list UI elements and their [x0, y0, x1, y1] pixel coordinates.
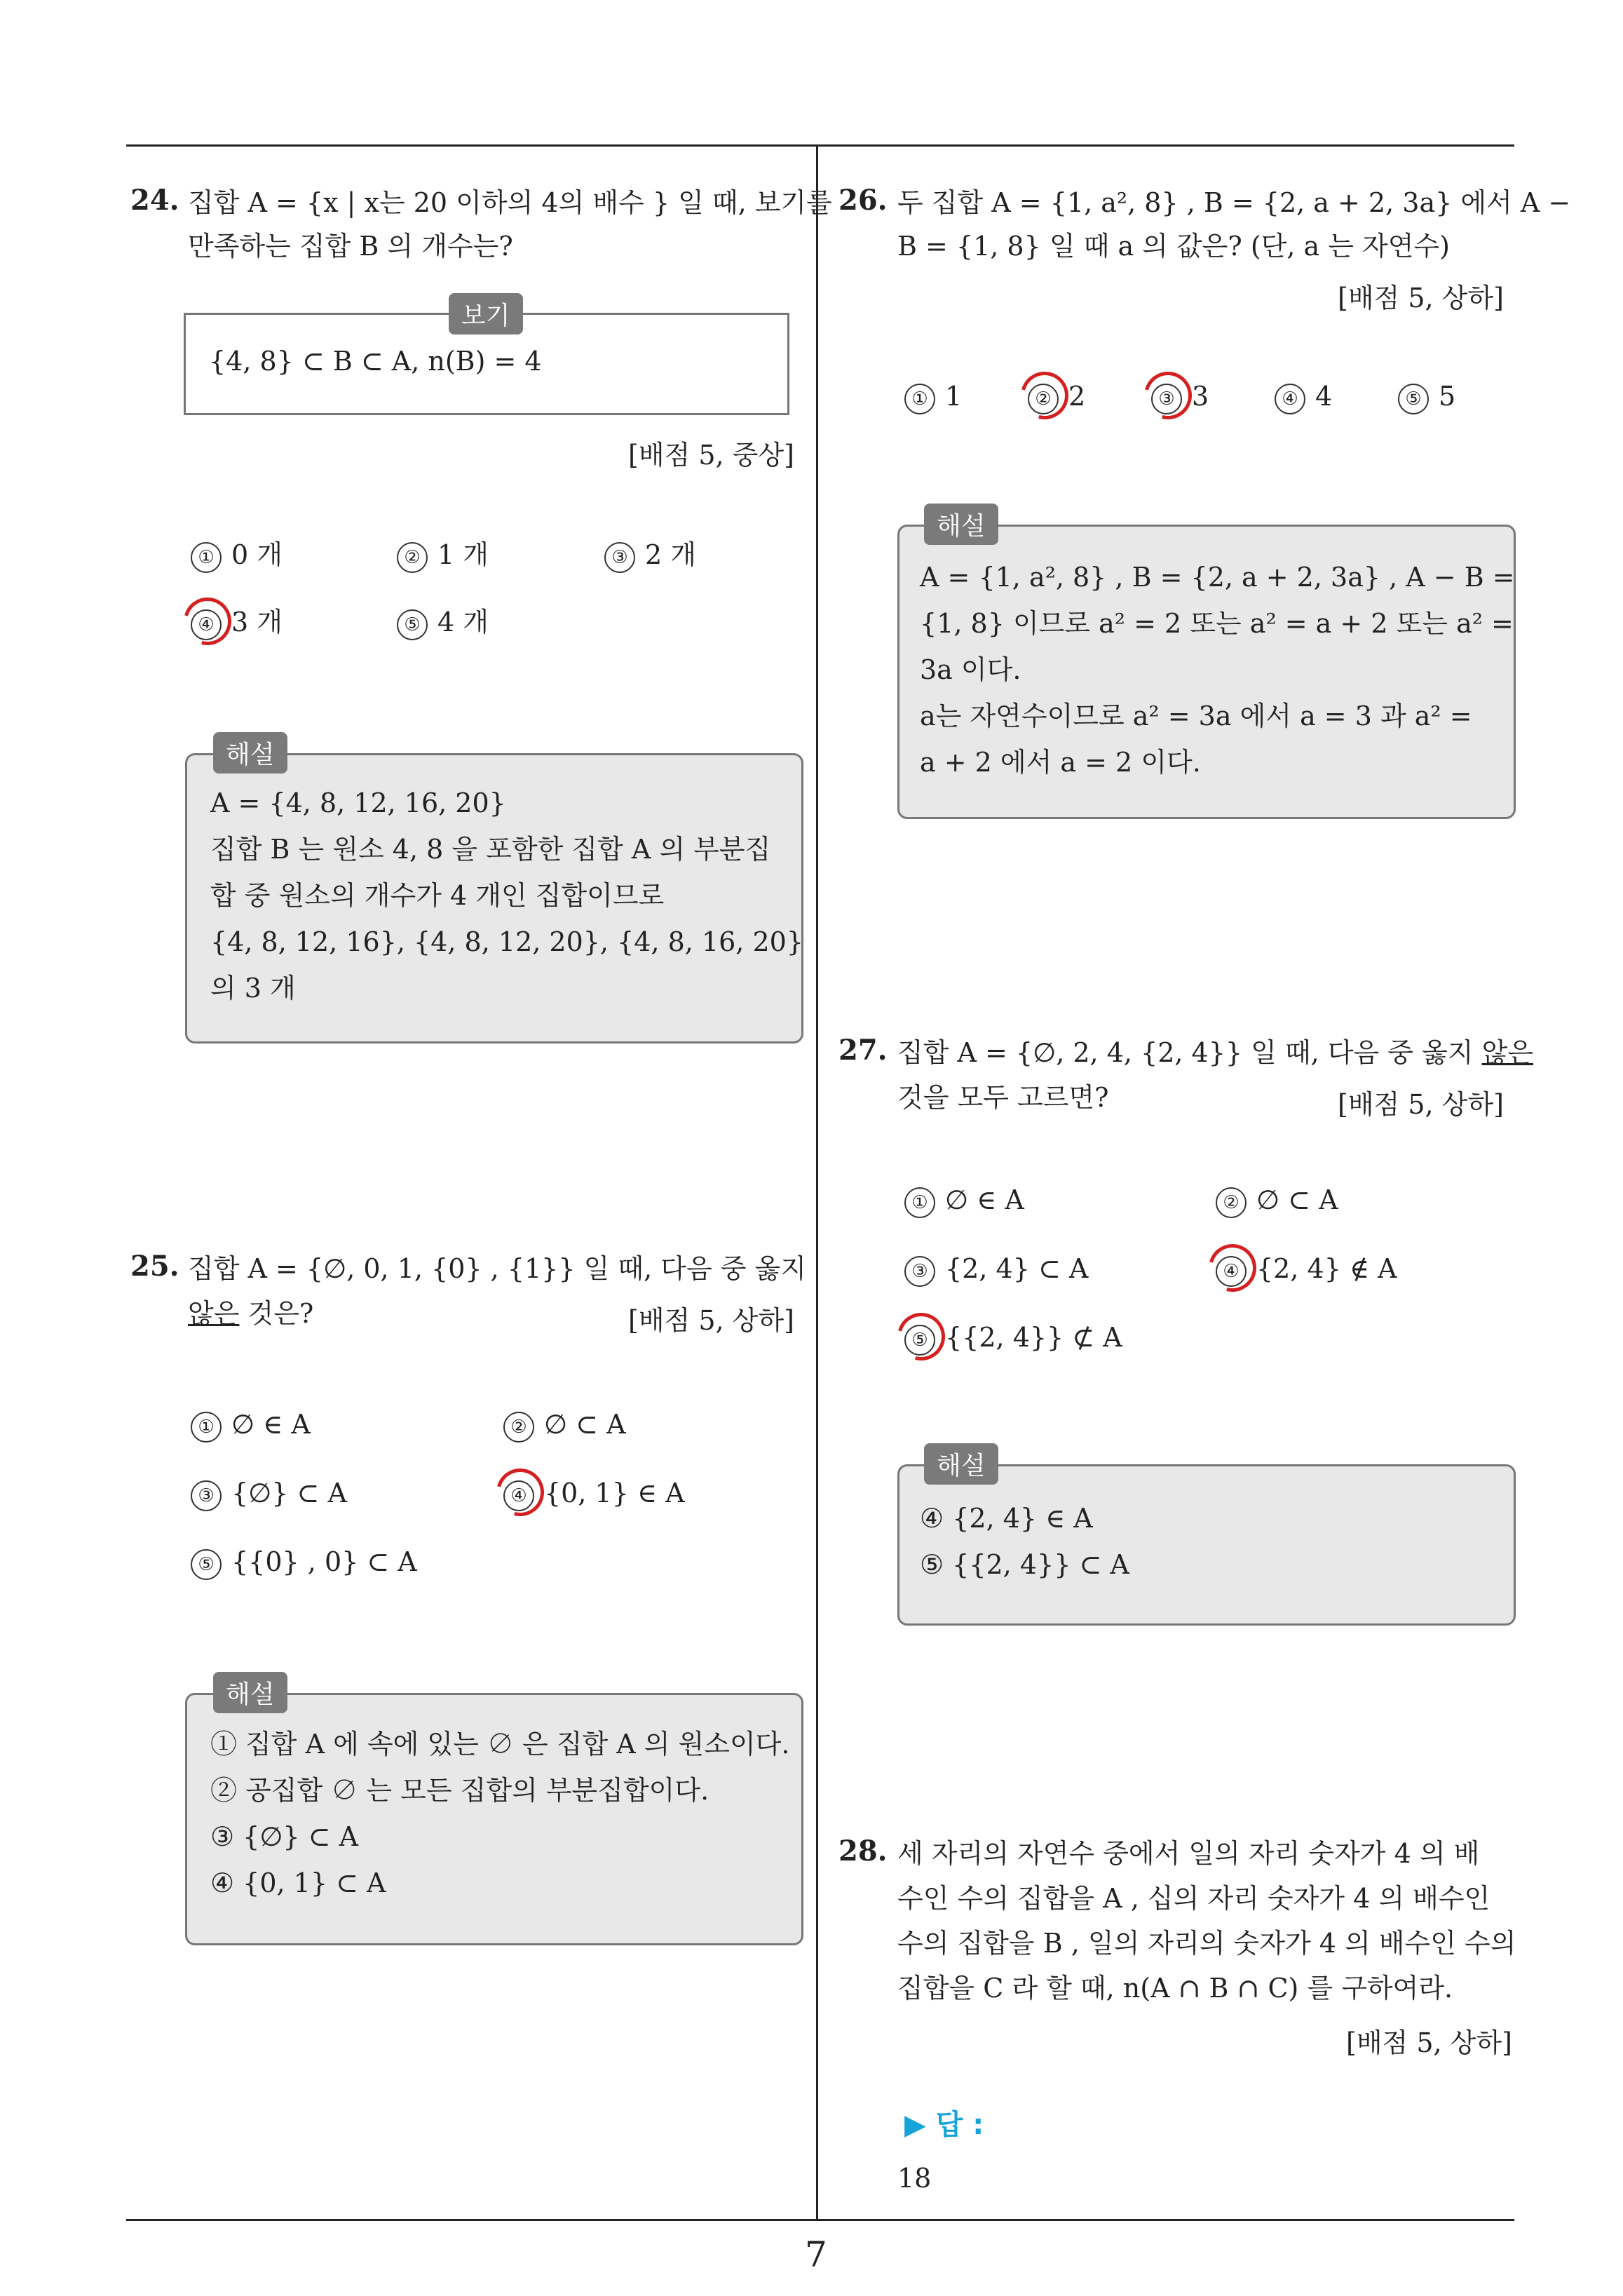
- answer-mark-circle: [889, 1304, 954, 1370]
- q24-number: 24.: [130, 184, 179, 217]
- q24-line-2: 만족하는 집합 B 의 개수는?: [188, 231, 513, 262]
- choice-mark: ③: [191, 1480, 222, 1511]
- q28-line-4: 집합을 C 라 할 때, n(A ∩ B ∩ C) 를 구하여라.: [897, 1973, 1453, 2004]
- choice-mark: ③: [604, 542, 635, 573]
- choice-mark: ⑤: [904, 1325, 935, 1356]
- choice-mark: ④: [191, 609, 222, 640]
- q24-choice-3[interactable]: [604, 537, 696, 573]
- q26-explain-3: 3a 이다.: [920, 654, 1021, 685]
- q24-explain-5: 의 3 개: [210, 973, 296, 1004]
- choice-text: 2 개: [645, 539, 696, 570]
- q26-score: [배점 5, 상하]: [1338, 283, 1504, 313]
- answer-mark-circle: [175, 589, 240, 654]
- choice-mark: ⑤: [1398, 384, 1429, 414]
- q25-underlined-word: 않은: [188, 1298, 240, 1329]
- q28-line-3: 수의 집합을 B , 일의 자리의 숫자가 4 의 배수인 수의: [897, 1928, 1516, 1959]
- choice-mark: ③: [1151, 384, 1182, 414]
- q24-explain-1: A = {4, 8, 12, 16, 20}: [210, 788, 506, 818]
- choice-mark: ⑤: [191, 1549, 222, 1580]
- q24-explain-tag: 해설: [213, 732, 287, 774]
- q25-choice-2[interactable]: [503, 1407, 626, 1443]
- choice-mark: ①: [904, 1187, 935, 1218]
- q25-choice-5[interactable]: [191, 1544, 417, 1580]
- q25-choice-3[interactable]: [191, 1475, 347, 1511]
- q27-underlined-word: 않은: [1481, 1037, 1534, 1068]
- choice-text: 4: [1315, 381, 1333, 412]
- choice-mark: ②: [1216, 1187, 1247, 1218]
- choice-text: {2, 4} ∉ A: [1256, 1253, 1397, 1284]
- column-divider: [816, 144, 818, 2220]
- top-rule: [126, 144, 1514, 147]
- q26-number: 26.: [838, 184, 888, 217]
- choice-text: 1: [945, 381, 963, 412]
- q28-number: 28.: [838, 1835, 888, 1868]
- choice-text: 0 개: [231, 539, 283, 570]
- q27-line-1: [897, 1029, 1533, 1076]
- q26-explain-1: A = {1, a², 8} , B = {2, a + 2, 3a} , A − B =: [920, 562, 1515, 593]
- q26-choice-1[interactable]: [904, 379, 962, 414]
- choice-text: {∅} ⊂ A: [231, 1478, 347, 1508]
- q24-example-tag: 보기: [449, 293, 523, 335]
- q26-line-2: B = {1, 8} 일 때 a 의 값은? (단, a 는 자연수): [897, 231, 1450, 262]
- answer-mark-circle: [1136, 363, 1201, 428]
- choice-mark: ②: [1028, 384, 1059, 414]
- choice-mark: ②: [397, 542, 428, 573]
- q28-line-2: 수인 수의 집합을 A , 십의 자리 숫자가 4 의 배수인: [897, 1883, 1490, 1914]
- q25-score: [배점 5, 상하]: [628, 1305, 794, 1336]
- q27-choice-1[interactable]: [904, 1182, 1024, 1218]
- q27-choice-2[interactable]: [1216, 1182, 1338, 1218]
- q25-line-2-rest: 것은?: [239, 1298, 314, 1329]
- q26-choice-5[interactable]: [1398, 379, 1455, 414]
- choice-mark: ②: [503, 1412, 534, 1443]
- q25-explain-1: ① 집합 A 에 속에 있는 ∅ 은 집합 A 의 원소이다.: [210, 1729, 790, 1760]
- choice-mark: ①: [191, 542, 222, 573]
- bottom-rule: [126, 2219, 1514, 2221]
- q27-explain-1: ④ {2, 4} ∈ A: [920, 1503, 1093, 1534]
- choice-mark: ④: [503, 1480, 534, 1511]
- q24-example-text: {4, 8} ⊂ B ⊂ A, n(B) = 4: [209, 346, 542, 377]
- choice-text: {{2, 4}} ⊄ A: [945, 1322, 1122, 1353]
- q27-score: [배점 5, 상하]: [1338, 1089, 1504, 1120]
- choice-mark: ④: [1275, 384, 1305, 414]
- choice-text: ∅ ⊂ A: [1256, 1184, 1338, 1215]
- answer-mark-circle: [1200, 1236, 1265, 1301]
- q27-choice-3[interactable]: [904, 1251, 1088, 1287]
- choice-text: ∅ ∈ A: [945, 1184, 1024, 1215]
- choice-text: {0, 1} ∈ A: [544, 1478, 685, 1508]
- choice-text: {2, 4} ⊂ A: [945, 1253, 1089, 1284]
- q27-number: 27.: [838, 1034, 888, 1067]
- choice-text: {{0} , 0} ⊂ A: [231, 1546, 417, 1577]
- q24-explain-4: {4, 8, 12, 16}, {4, 8, 12, 20}, {4, 8, 16, 20}: [210, 926, 803, 957]
- choice-mark: ⑤: [397, 609, 428, 640]
- q24-choice-2[interactable]: [397, 537, 489, 573]
- q26-explain-4: a는 자연수이므로 a² = 3a 에서 a = 3 과 a² =: [920, 701, 1472, 731]
- q24-explain-2: 집합 B 는 원소 4, 8 을 포함한 집합 A 의 부분집: [210, 834, 771, 865]
- q26-choice-4[interactable]: [1275, 379, 1332, 414]
- choice-text: 3: [1192, 381, 1209, 412]
- q25-explain-3: ③ {∅} ⊂ A: [210, 1821, 359, 1852]
- q25-line-2: [188, 1290, 313, 1337]
- q27-explain-tag: 해설: [924, 1443, 998, 1485]
- q28-score: [배점 5, 상하]: [1346, 2027, 1512, 2058]
- q24-choice-5[interactable]: [397, 605, 489, 640]
- q25-choice-1[interactable]: [191, 1407, 311, 1443]
- page-number: 7: [805, 2234, 827, 2275]
- answer-mark-circle: [1012, 363, 1078, 428]
- q24-explain-3: 합 중 원소의 개수가 4 개인 집합이므로: [210, 880, 665, 911]
- q25-number: 25.: [130, 1250, 179, 1283]
- answer-mark-circle: [488, 1460, 553, 1525]
- choice-text: 2: [1068, 381, 1086, 412]
- choice-text: 5: [1439, 381, 1456, 412]
- choice-mark: ①: [191, 1412, 222, 1443]
- q26-line-1: 두 집합 A = {1, a², 8} , B = {2, a + 2, 3a} 에서 A −: [897, 187, 1571, 218]
- q26-explain-2: {1, 8} 이므로 a² = 2 또는 a² = a + 2 또는 a² =: [920, 608, 1514, 639]
- q25-explain-2: ② 공집합 ∅ 는 모든 집합의 부분집합이다.: [210, 1775, 709, 1806]
- q25-explain-tag: 해설: [213, 1672, 287, 1713]
- q28-answer-label: ▶ 답 :: [904, 2109, 984, 2141]
- q25-explain-4: ④ {0, 1} ⊂ A: [210, 1868, 386, 1898]
- choice-text: ∅ ⊂ A: [544, 1409, 626, 1440]
- choice-mark: ①: [904, 384, 935, 414]
- q26-explain-tag: 해설: [924, 504, 998, 545]
- choice-text: 3 개: [231, 607, 283, 637]
- choice-mark: ③: [904, 1256, 935, 1287]
- choice-mark: ④: [1216, 1256, 1247, 1287]
- q24-line-1: 집합 A = {x | x는 20 이하의 4의 배수 } 일 때, 보기를: [188, 187, 832, 218]
- q27-line-2: 것을 모두 고르면?: [897, 1082, 1109, 1113]
- q26-explain-5: a + 2 에서 a = 2 이다.: [920, 747, 1201, 778]
- q28-answer-value: 18: [897, 2163, 932, 2194]
- q27-line-1-text: 집합 A = {∅, 2, 4, {2, 4}} 일 때, 다음 중 옳지: [897, 1037, 1482, 1068]
- choice-text: 4 개: [437, 607, 489, 637]
- q24-score: [배점 5, 중상]: [628, 440, 794, 471]
- q27-explain-2: ⑤ {{2, 4}} ⊂ A: [920, 1549, 1129, 1580]
- choice-text: 1 개: [437, 539, 489, 570]
- q25-line-1: 집합 A = {∅, 0, 1, {0} , {1}} 일 때, 다음 중 옳지: [188, 1253, 806, 1284]
- choice-text: ∅ ∈ A: [231, 1409, 311, 1440]
- q28-line-1: 세 자리의 자연수 중에서 일의 자리 숫자가 4 의 배: [897, 1838, 1480, 1869]
- q24-choice-1[interactable]: [191, 537, 283, 573]
